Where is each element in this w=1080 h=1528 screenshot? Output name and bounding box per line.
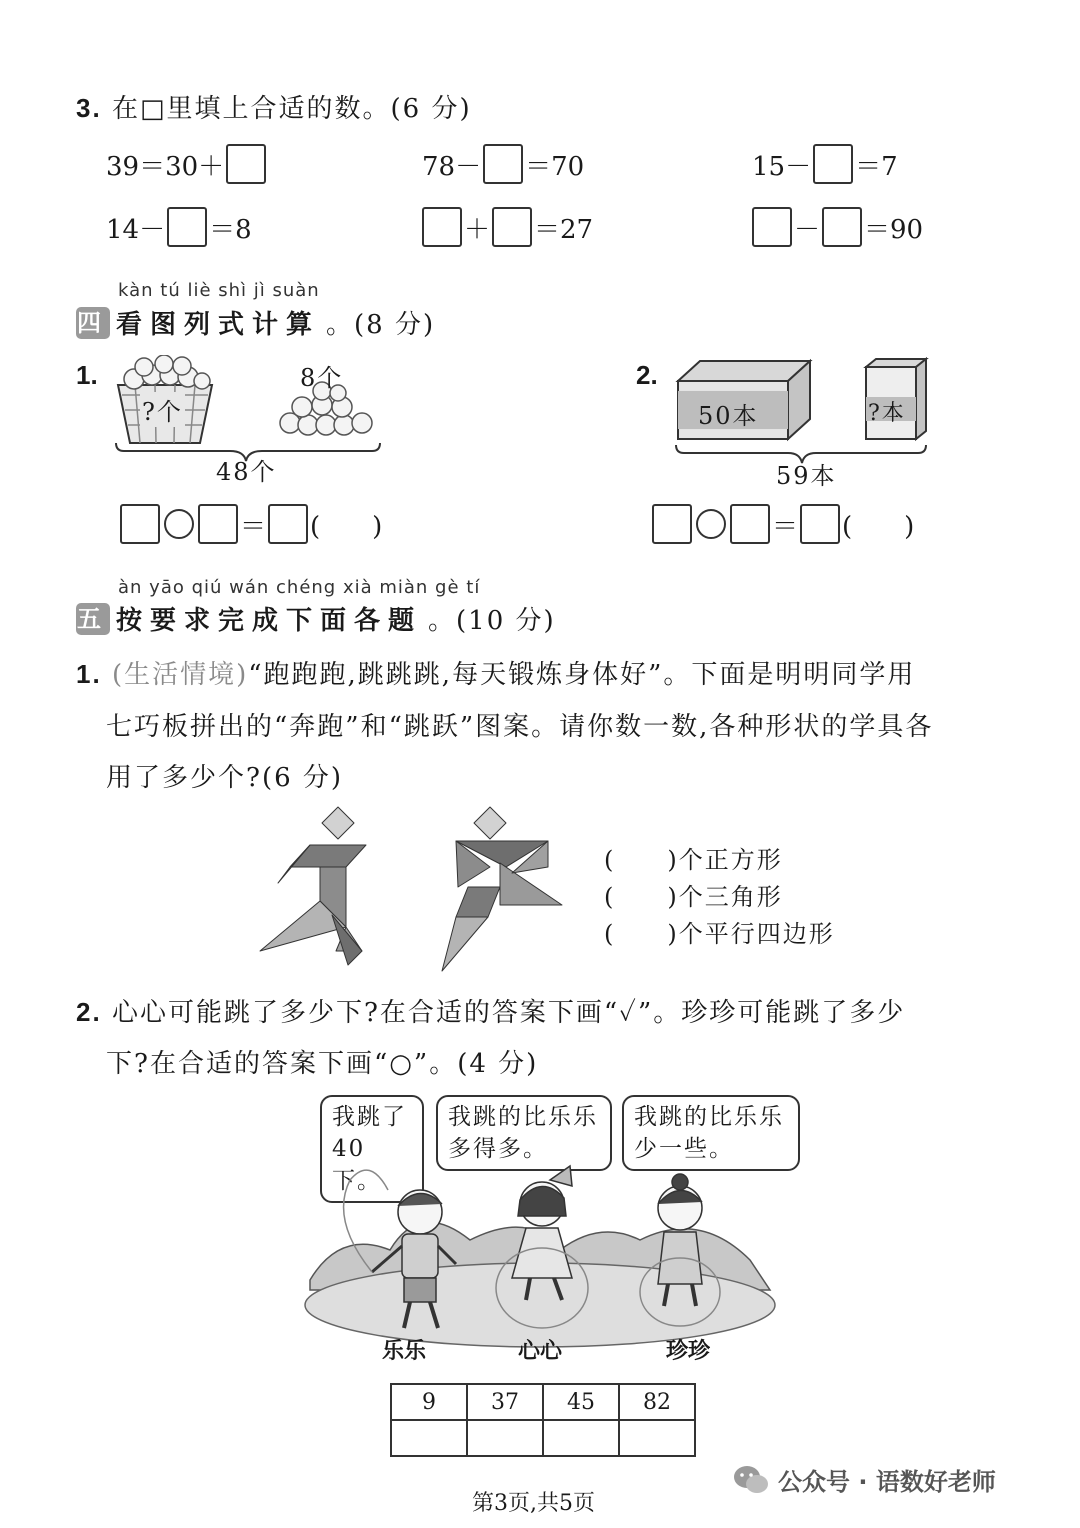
parallelogram-count[interactable]: ( )个平行四边形 <box>604 920 835 948</box>
kids-jump-rope-scene <box>300 1160 790 1350</box>
q3-eq-3 <box>752 144 898 184</box>
q-text: “跑跑跑,跳跳跳,每天锻炼身体好”。下面是明明同学用 <box>248 660 916 690</box>
mark-cell[interactable] <box>543 1420 619 1456</box>
q3-title: 在□里填上合适的数。(6 分) <box>111 94 472 124</box>
sec4-badge: 四 <box>77 307 109 337</box>
answer-box[interactable] <box>752 207 792 247</box>
q-text: 心心可能跳了多少下?在合适的答案下画“✓”。珍珍可能跳了多少 <box>111 998 906 1028</box>
choice-value: 9 <box>391 1384 467 1420</box>
answer-box[interactable] <box>226 144 266 184</box>
peach-total-label: 48个 <box>216 458 277 486</box>
q3-eq-5 <box>422 207 593 247</box>
big-books-label: 50本 <box>698 402 759 430</box>
sec5-q2-line1 <box>76 992 905 1029</box>
square-count[interactable]: ( )个正方形 <box>604 846 783 874</box>
page-number: 第3页,共5页 <box>472 1491 595 1516</box>
answer-box[interactable] <box>652 504 692 544</box>
sec5-q2-line2: 下?在合适的答案下画“○”。(4 分) <box>106 1049 539 1079</box>
answer-box[interactable] <box>730 504 770 544</box>
eq-text: ＝7 <box>855 151 898 182</box>
mark-cell[interactable] <box>391 1420 467 1456</box>
watermark-text: 公众号 · 语数好老师 <box>778 1468 996 1496</box>
eq-text: 14－ <box>106 214 166 245</box>
eq-text: ＝70 <box>525 151 585 182</box>
mark-cell[interactable] <box>619 1420 695 1456</box>
sec5-q1-line1 <box>76 654 915 691</box>
answer-box[interactable] <box>198 504 238 544</box>
answer-box[interactable] <box>120 504 160 544</box>
context-tag: (生活情境) <box>111 660 249 690</box>
sec5-heading <box>76 600 556 637</box>
q-number: 1. <box>76 659 102 689</box>
q3-eq-6 <box>752 207 923 247</box>
sec4-p2-equation <box>652 504 914 544</box>
sec5-badge: 五 <box>77 603 109 633</box>
mark-cell[interactable] <box>467 1420 543 1456</box>
unit-paren: ( ) <box>310 511 383 542</box>
table-row <box>391 1420 695 1456</box>
sec4-p2-number: 2. <box>636 360 658 390</box>
watermark <box>732 1462 996 1497</box>
eq-text: ＝27 <box>534 214 594 245</box>
small-books-label: ?本 <box>868 401 906 426</box>
answer-box[interactable] <box>492 207 532 247</box>
operator-circle[interactable] <box>696 509 726 539</box>
answer-box[interactable] <box>483 144 523 184</box>
running-figure-icon <box>260 807 366 965</box>
sec4-pinyin: kàn tú liè shì jì suàn <box>118 280 320 301</box>
kid-name-zhenzhen: 珍珍 <box>666 1338 711 1364</box>
eq-text: 15－ <box>752 151 812 182</box>
speech-bubble-zhenzhen: 我跳的比乐乐少一些。 <box>622 1095 800 1171</box>
sec5-pinyin: àn yāo qiú wán chéng xià miàn gè tí <box>118 577 481 598</box>
answer-box[interactable] <box>422 207 462 247</box>
q3-eq-1 <box>106 144 266 184</box>
eq-text: ＋ <box>464 214 491 245</box>
q3-eq-2 <box>422 144 584 184</box>
answer-choice-table <box>390 1383 696 1457</box>
triangle-count[interactable]: ( )个三角形 <box>604 883 783 911</box>
table-row <box>391 1384 695 1420</box>
answer-box[interactable] <box>800 504 840 544</box>
eq-text: ＝90 <box>864 214 924 245</box>
eq-text: 78－ <box>422 151 482 182</box>
q3-number: 3. <box>76 93 102 123</box>
tangram-figures <box>250 805 580 975</box>
kid-name-lele: 乐乐 <box>382 1338 427 1364</box>
sec5-title: 按要求完成下面各题 <box>116 606 423 636</box>
answer-box[interactable] <box>813 144 853 184</box>
books-total-label: 59本 <box>776 462 837 490</box>
speech-bubble-xinxin: 我跳的比乐乐多得多。 <box>436 1095 612 1171</box>
eq-text: － <box>794 214 821 245</box>
peach-count-label: 8个 <box>300 364 344 392</box>
sec5-score: 。(10 分) <box>428 606 556 636</box>
sec4-title: 看图列式计算 <box>116 310 321 340</box>
wechat-icon <box>732 1463 770 1497</box>
answer-box[interactable] <box>822 207 862 247</box>
sec5-q1-line3: 用了多少个?(6 分) <box>106 763 344 793</box>
speech-bubble-lele: 我跳了40下。 <box>320 1095 424 1203</box>
jumping-figure-icon <box>442 807 562 971</box>
sec4-heading <box>76 304 435 341</box>
answer-box[interactable] <box>167 207 207 247</box>
choice-value: 82 <box>619 1384 695 1420</box>
sec4-p1-equation <box>120 504 382 544</box>
choice-value: 45 <box>543 1384 619 1420</box>
operator-circle[interactable] <box>164 509 194 539</box>
sec4-p1-number: 1. <box>76 360 98 390</box>
kid-name-xinxin: 心心 <box>518 1338 563 1364</box>
equals-sign: ＝ <box>240 511 267 542</box>
eq-text: 39＝30＋ <box>106 151 225 182</box>
eq-text: ＝8 <box>209 214 252 245</box>
shape-count-answers <box>604 842 835 953</box>
choice-value: 37 <box>467 1384 543 1420</box>
q-number: 2. <box>76 997 102 1027</box>
unit-paren: ( ) <box>842 511 915 542</box>
q3-eq-4 <box>106 207 252 247</box>
equals-sign: ＝ <box>772 511 799 542</box>
sec5-q1-line2: 七巧板拼出的“奔跑”和“跳跃”图案。请你数一数,各种形状的学具各 <box>106 712 934 742</box>
basket-label: ?个 <box>140 392 185 427</box>
answer-box[interactable] <box>268 504 308 544</box>
q3-title-row <box>76 88 472 125</box>
sec4-score: 。(8 分) <box>326 310 436 340</box>
